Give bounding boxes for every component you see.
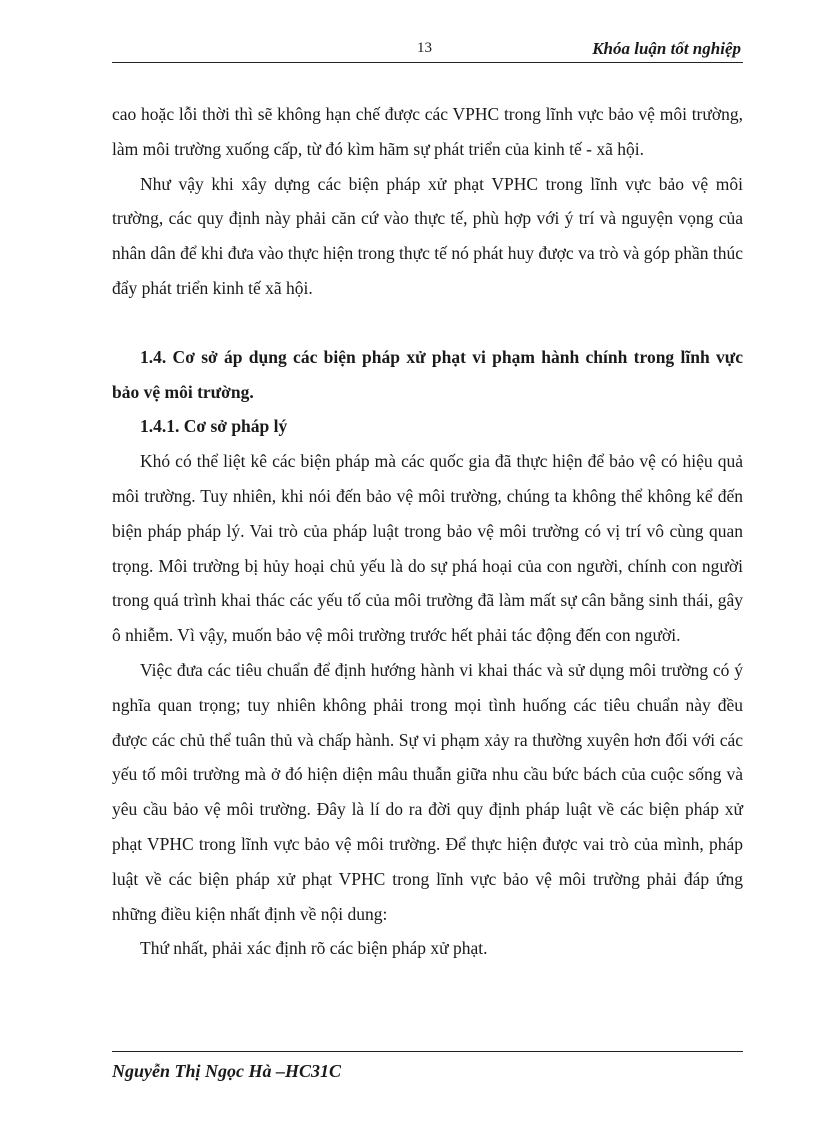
subsection-heading: 1.4.1. Cơ sở pháp lý: [140, 416, 288, 437]
footer-divider: [112, 1051, 743, 1052]
footer-author: Nguyễn Thị Ngọc Hà –HC31C: [112, 1061, 342, 1081]
section-heading: 1.4. Cơ sở áp dụng các biện pháp xử phạt vi phạm hành chính trong lĩnh vực bảo vệ môi trường.: [112, 346, 743, 402]
document-body: [112, 97, 743, 966]
paragraph: Thứ nhất, phải xác định rõ các biện pháp xử phạt.: [140, 938, 488, 959]
paragraph: Việc đưa các tiêu chuẩn để định hướng hành vi khai thác và sử dụng môi trường có ý nghĩa quan trọng; tuy nhiên không phải trong mọi tình huống các tiêu chuẩn này đều được các chủ thể tuân thủ và chấp hành. Sự vi phạm xảy ra thường xuyên hơn đối với các yếu tố môi trường mà ở đó hiện diện mâu thuẫn giữa nhu cầu bức bách của cuộc sống và yêu cầu bảo vệ môi trường. Đây là lí do ra đời quy định pháp luật về các biện pháp xử phạt VPHC trong lĩnh vực bảo vệ môi trường. Để thực hiện được vai trò của mình, pháp luật về các biện pháp xử phạt VPHC trong lĩnh vực bảo vệ môi trường phải đáp ứng những điều kiện nhất định về nội dung:: [112, 659, 743, 924]
page-header: [112, 36, 743, 63]
paragraph-continuation: cao hoặc lỗi thời thì sẽ không hạn chế được các VPHC trong lĩnh vực bảo vệ môi trường, làm môi trường xuống cấp, từ đó kìm hãm sự phát triển của kinh tế - xã hội.: [112, 104, 743, 159]
page-number: 13: [417, 40, 432, 56]
paragraph: Khó có thể liệt kê các biện pháp mà các quốc gia đã thực hiện để bảo vệ có hiệu quả môi trường. Tuy nhiên, khi nói đến bảo vệ môi trường, chúng ta không thể không kể đến biện pháp pháp lý. Vai trò của pháp luật trong bảo vệ môi trường có vị trí vô cùng quan trọng. Môi trường bị hủy hoại chủ yếu là do sự phá hoại của con người, chính con người trong quá trình khai thác các yếu tố của môi trường đã làm mất sự cân bằng sinh thái, gây ô nhiễm. Vì vậy, muốn bảo vệ môi trường trước hết phải tác động đến con người.: [112, 451, 743, 646]
paragraph: Như vậy khi xây dựng các biện pháp xử phạt VPHC trong lĩnh vực bảo vệ môi trường, các quy định này phải căn cứ vào thực tế, phù hợp với ý trí và nguyện vọng của nhân dân để khi đưa vào thực hiện trong thực tế nó phát huy được va trò và góp phần thúc đẩy phát triển kinh tế xã hội.: [112, 173, 743, 298]
header-title: Khóa luận tốt nghiệp: [592, 39, 741, 58]
